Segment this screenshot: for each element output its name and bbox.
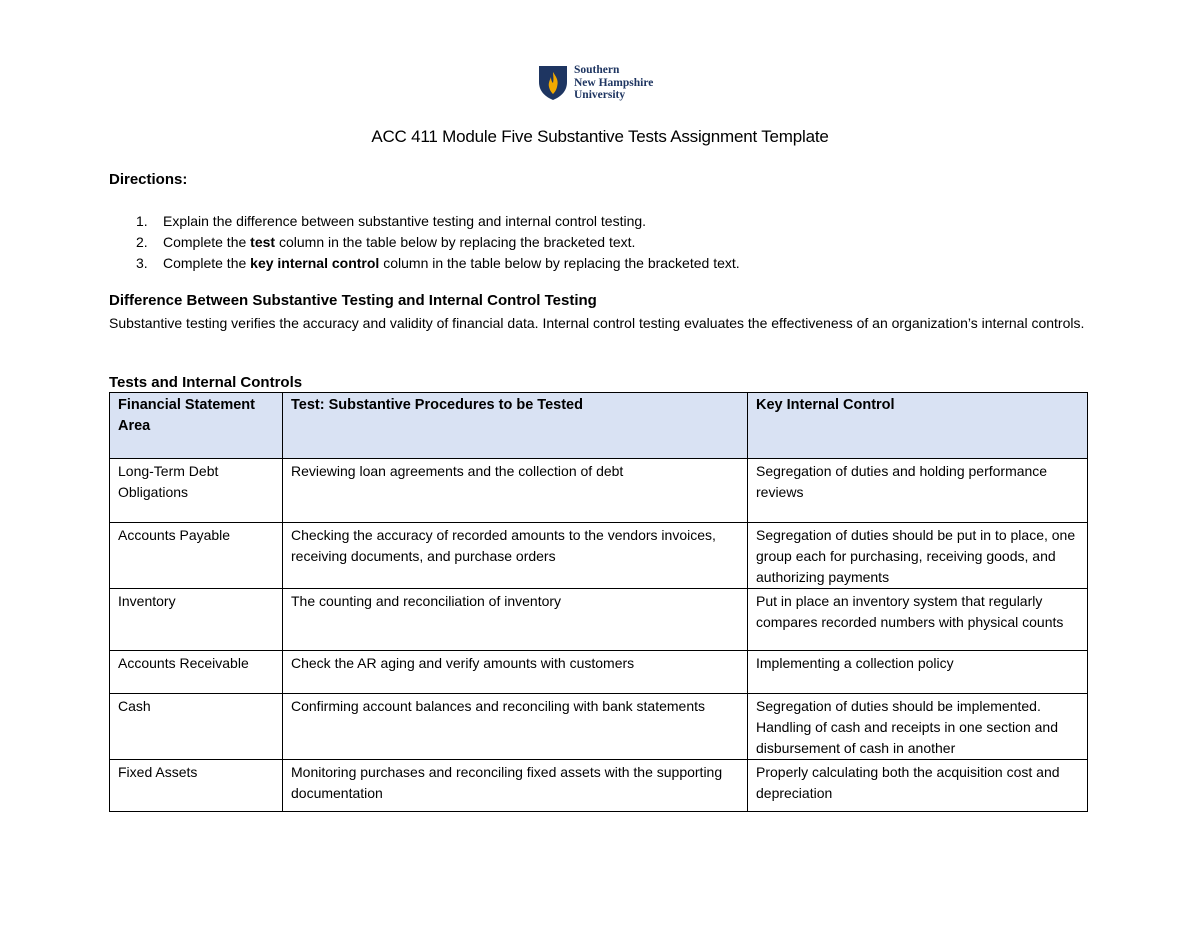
tests-heading: Tests and Internal Controls	[109, 374, 303, 391]
cell-area: Inventory	[110, 589, 283, 651]
cell-area: Cash	[110, 694, 283, 760]
cell-test: The counting and reconciliation of inventory	[283, 589, 748, 651]
tests-table	[109, 392, 1088, 812]
cell-test: Check the AR aging and verify amounts with customers	[283, 651, 748, 694]
university-logo	[538, 64, 653, 102]
directions-list	[109, 211, 740, 274]
logo-line-3: University	[574, 89, 626, 101]
logo-wordmark	[574, 64, 653, 102]
shield-flame-icon	[538, 65, 568, 101]
cell-test: Monitoring purchases and reconciling fixed assets with the supporting documentation	[283, 760, 748, 812]
difference-text: Substantive testing verifies the accuracy and validity of financial data. Internal control testing evaluates the effectiveness of an organization’s internal controls.	[109, 315, 1085, 331]
cell-test: Reviewing loan agreements and the collection of debt	[283, 459, 748, 523]
document-title: ACC 411 Module Five Substantive Tests Assignment Template	[371, 127, 829, 146]
direction-text: Complete the key internal control column in the table below by replacing the bracketed text.	[163, 255, 740, 271]
cell-control: Put in place an inventory system that regularly compares recorded numbers with physical counts	[748, 589, 1088, 651]
table-header-row	[110, 393, 1088, 459]
column-header-control: Key Internal Control	[748, 393, 1088, 459]
cell-control: Properly calculating both the acquisition cost and depreciation	[748, 760, 1088, 812]
cell-area: Long-Term Debt Obligations	[110, 459, 283, 523]
column-header-test: Test: Substantive Procedures to be Tested	[283, 393, 748, 459]
cell-area: Fixed Assets	[110, 760, 283, 812]
direction-number: 2.	[136, 234, 148, 250]
logo-line-2: New Hampshire	[574, 76, 654, 89]
cell-area: Accounts Payable	[110, 523, 283, 589]
cell-control: Segregation of duties should be implemented. Handling of cash and receipts in one section and disbursement of cash in another	[748, 694, 1088, 760]
direction-text: Explain the difference between substantive testing and internal control testing.	[163, 213, 647, 229]
table-row	[110, 523, 1088, 589]
cell-control: Segregation of duties and holding performance reviews	[748, 459, 1088, 523]
direction-item	[109, 253, 740, 274]
direction-number: 1.	[136, 213, 148, 229]
cell-control: Segregation of duties should be put in to place, one group each for purchasing, receiving goods, and authorizing payments	[748, 523, 1088, 589]
table-row	[110, 760, 1088, 812]
column-header-area: Financial Statement Area	[110, 393, 283, 459]
cell-test: Confirming account balances and reconciling with bank statements	[283, 694, 748, 760]
directions-label: Directions:	[109, 171, 188, 188]
table-row	[110, 589, 1088, 651]
cell-control: Implementing a collection policy	[748, 651, 1088, 694]
table-row	[110, 694, 1088, 760]
difference-heading: Difference Between Substantive Testing and Internal Control Testing	[109, 292, 597, 309]
table-row	[110, 459, 1088, 523]
cell-area: Accounts Receivable	[110, 651, 283, 694]
logo-line-1: Southern	[574, 64, 620, 76]
table-row	[110, 651, 1088, 694]
direction-text: Complete the test column in the table below by replacing the bracketed text.	[163, 234, 636, 250]
direction-item	[109, 232, 740, 253]
direction-number: 3.	[136, 255, 148, 271]
cell-test: Checking the accuracy of recorded amounts to the vendors invoices, receiving documents, and purchase orders	[283, 523, 748, 589]
direction-item	[109, 211, 740, 232]
